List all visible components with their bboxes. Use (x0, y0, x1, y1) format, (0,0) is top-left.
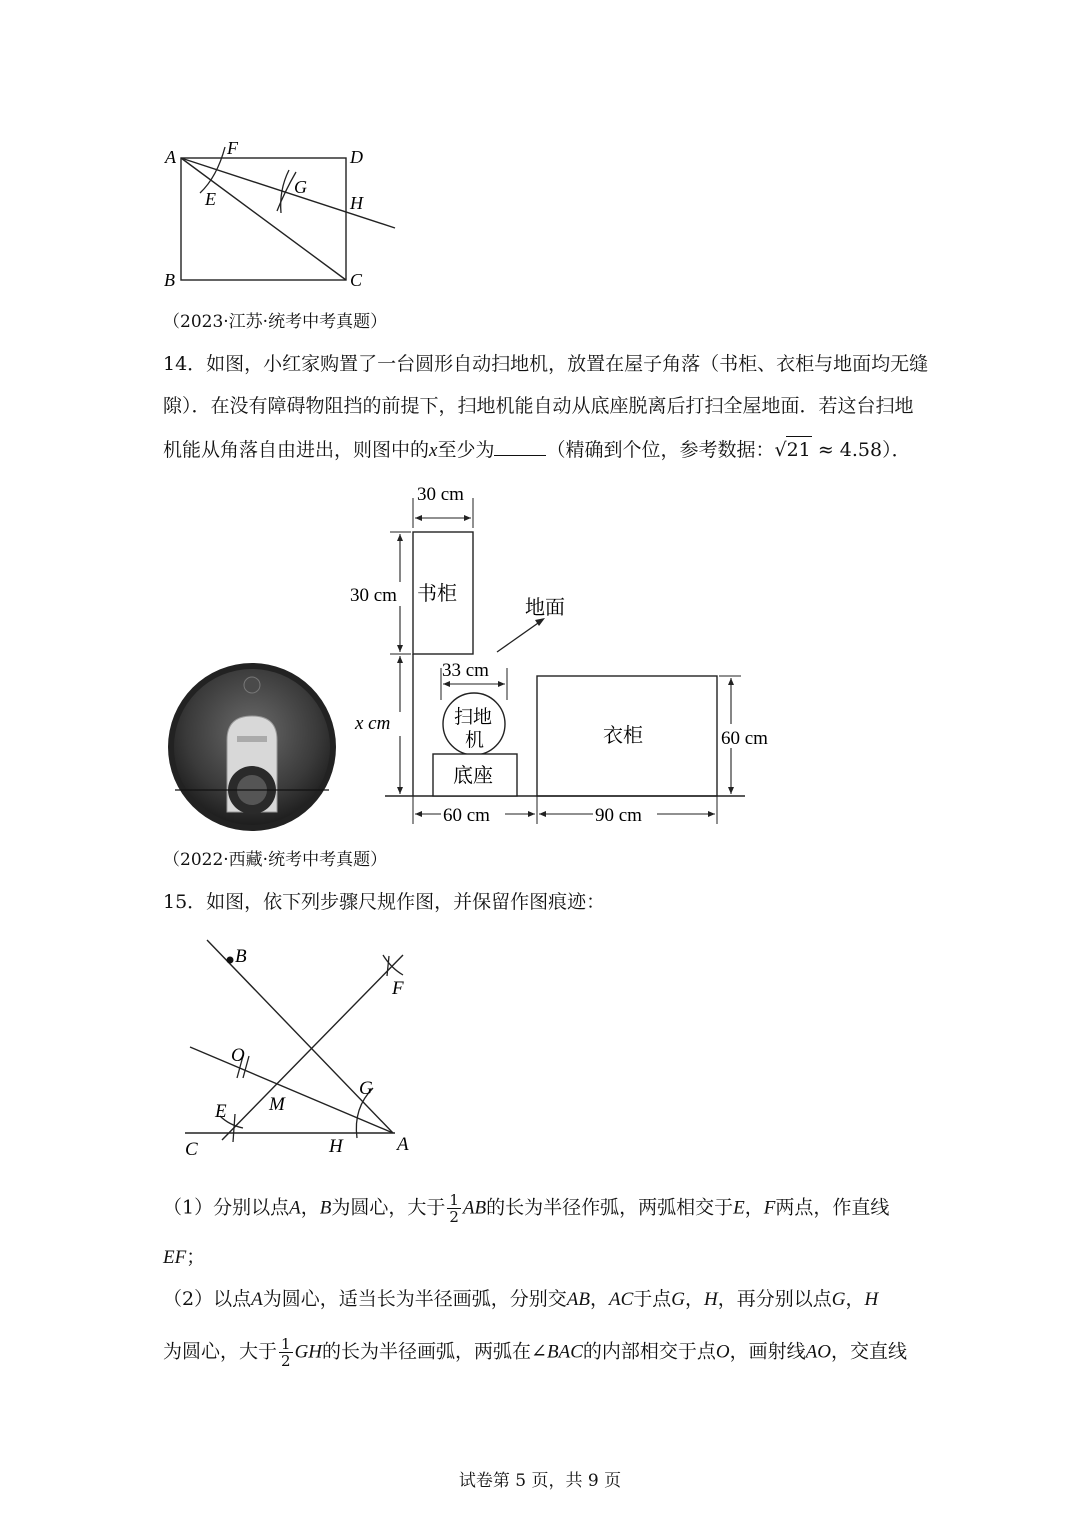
q15-label-f: F (392, 978, 404, 999)
pt-e: E (733, 1197, 745, 1219)
line-ba (207, 940, 393, 1133)
q14-l3-mid: 至少为 (437, 439, 495, 461)
q15-label-g: G (359, 1078, 373, 1099)
ray-ao-label: AO (805, 1341, 831, 1363)
step2-text-c: 于点 (633, 1288, 672, 1310)
pt-a-2: A (251, 1289, 263, 1310)
label-c: C (350, 270, 363, 290)
label-a: A (165, 147, 176, 167)
x-cm-label: x cm (355, 713, 391, 734)
dim-right-label: 60 cm (721, 728, 768, 749)
seg-gh: GH (294, 1341, 323, 1363)
label-h: H (350, 193, 363, 213)
var-x: x (429, 440, 438, 461)
page-footer: 试卷第 5 页，共 9 页 (458, 1471, 622, 1491)
step1-text-a: （1）分别以点 (163, 1196, 290, 1219)
pt-a: A (289, 1197, 301, 1219)
answer-blank[interactable] (494, 439, 546, 456)
sqrt-radicand: 21 (786, 436, 812, 463)
dim-robot-label: 33 cm (442, 660, 489, 681)
point-b (227, 957, 234, 964)
bookcase-label: 书柜 (417, 583, 457, 605)
q15-label-a: A (397, 1134, 409, 1155)
line-ef-label: EF (163, 1247, 187, 1268)
q15-label-m: M (269, 1094, 285, 1115)
rectangle-construction-figure (155, 135, 405, 300)
fraction-half: $\frac{1}{2}$ (449, 1191, 459, 1226)
step1-text-d: 两点，作直线 (775, 1196, 890, 1219)
q15-step1-line2 (163, 1244, 923, 1271)
step2-text-d: ，再分别以点 (717, 1288, 832, 1310)
dim-bottom-left-label: 60 cm (443, 805, 490, 826)
construction-figure-q15 (175, 930, 435, 1165)
room-diagram (345, 478, 790, 833)
label-d: D (350, 147, 363, 167)
q15-step1-line1: （1）分别以点A，B为圆心，大于 $\frac{1}{2}$ AB的长为半径作弧，两弧相交于E，F两点，作直线 (163, 1191, 890, 1226)
pt-g-2: G (831, 1289, 846, 1310)
q15-intro: 15．如图，依下列步骤尺规作图，并保留作图痕迹： (163, 891, 606, 913)
dim-top-label: 30 cm (417, 484, 464, 505)
pt-o: O (715, 1341, 730, 1363)
pt-f: F (763, 1197, 776, 1219)
step2-text-h: ，画射线 (729, 1340, 806, 1363)
dim-left-label: 30 cm (350, 585, 397, 606)
step2-text-g: 的内部相交于点 (582, 1340, 716, 1363)
label-f: F (227, 138, 238, 158)
seg-ab: AB (462, 1197, 487, 1219)
step2-text-b: 为圆心，适当长为半径画弧，分别交 (262, 1288, 567, 1310)
q14-line-3 (163, 436, 923, 464)
q15-label-b: B (235, 946, 247, 967)
step2-text-a: （2）以点 (163, 1288, 252, 1310)
base-label: 底座 (453, 765, 493, 787)
sqrt-symbol: √ (774, 439, 787, 461)
q14-line-2: 隙）．在没有障碍物阻挡的前提下，扫地机能自动从底座脱离后打扫全屋地面．若这台扫地 (163, 395, 914, 417)
pt-b: B (319, 1197, 332, 1219)
pt-h: H (704, 1289, 718, 1310)
diagonal-ac (181, 158, 346, 280)
source-2022: （2022·西藏·统考中考真题） (163, 850, 388, 870)
q14-l3-pre: 机能从角落自由进出，则图中的 (163, 439, 430, 461)
approx-value: ≈ 4.58 (817, 439, 883, 461)
source-2023: （2023·江苏·统考中考真题） (163, 312, 388, 332)
robot-label-1: 扫地 (454, 707, 493, 728)
q15-label-e: E (215, 1101, 227, 1122)
pt-g: G (671, 1289, 685, 1310)
ground-label: 地面 (525, 597, 565, 619)
step1-end: ； (186, 1246, 206, 1268)
label-b: B (164, 270, 175, 290)
step2-text-e: 为圆心，大于 (163, 1340, 278, 1363)
fraction-half-2: $\frac{1}{2}$ (281, 1335, 291, 1370)
pt-h-2: H (864, 1289, 879, 1310)
step1-text-b: 为圆心，大于 (331, 1196, 446, 1219)
robot-label-2: 机 (465, 730, 485, 751)
q14-l3-end: ）． (882, 439, 911, 461)
wardrobe-label: 衣柜 (603, 725, 643, 747)
step1-text-c: 的长为半径作弧，两弧相交于 (486, 1196, 734, 1219)
q15-label-c: C (185, 1139, 198, 1160)
q15-label-h: H (329, 1136, 343, 1157)
q15-step2-line1: （2）以点A为圆心，适当长为半径画弧，分别交AB，AC于点G，H，再分别以点G，H (163, 1288, 879, 1310)
robot-vacuum-photo (165, 660, 340, 835)
q15-label-o: O (231, 1045, 245, 1066)
arc-ef (200, 147, 225, 193)
step2-text-f: 的长为半径画弧，两弧在 (322, 1340, 532, 1363)
seg-ac: AC (608, 1289, 634, 1310)
angle-bac: BAC (546, 1341, 583, 1363)
seg-ab-2: AB (566, 1289, 590, 1310)
q14-line-1: 14．如图，小红家购置了一台圆形自动扫地机，放置在屋子角落（书柜、衣柜与地面均无缝 (163, 353, 929, 375)
dim-bottom-right-label: 90 cm (595, 805, 642, 826)
q15-step2-line2: 为圆心，大于 $\frac{1}{2}$ GH的长为半径画弧，两弧在∠BAC的内部相交于点O，画射线AO，交直线 (163, 1335, 907, 1370)
q14-l3-paren: （精确到个位，参考数据： (546, 439, 775, 461)
label-e: E (205, 189, 216, 209)
label-g: G (294, 177, 307, 197)
step2-text-i: ，交直线 (830, 1340, 907, 1363)
